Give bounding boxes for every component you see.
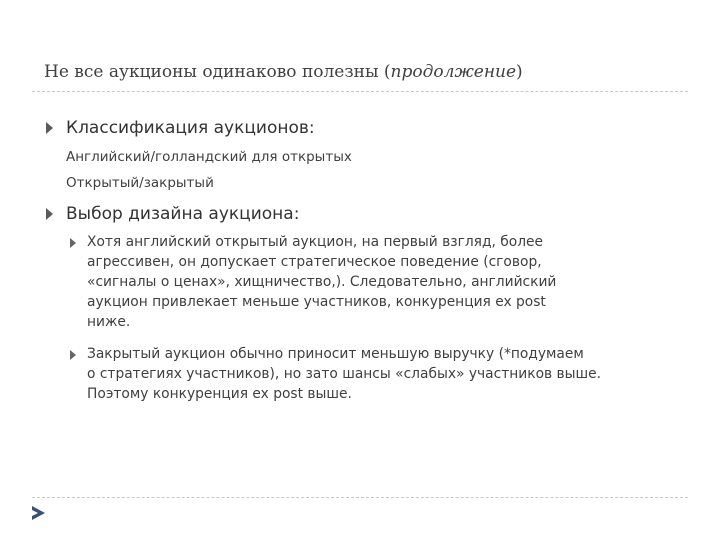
paragraph-line: ниже. — [87, 314, 131, 330]
section-heading-classification: Классификация аукционов: — [66, 118, 315, 138]
footer-divider — [32, 497, 688, 498]
section-heading-design: Выбор дизайна аукциона: — [66, 204, 300, 224]
list-item: Открытый/закрытый — [66, 175, 214, 191]
paragraph-line: Хотя английский открытый аукцион, на первый взгляд, более — [87, 234, 544, 250]
bullet-triangle-icon — [46, 122, 53, 134]
slide-title — [44, 62, 523, 82]
bullet-triangle-icon — [70, 238, 76, 248]
paragraph-closed-auction — [87, 344, 687, 404]
title-divider — [32, 91, 688, 92]
play-triangle-icon[interactable] — [30, 505, 46, 521]
paragraph-english-auction — [87, 232, 687, 332]
paragraph-line: Поэтому конкуренция ex post выше. — [87, 386, 352, 402]
paragraph-line: «сигналы о ценах», хищничество,). Следовательно, английский — [87, 274, 557, 290]
title-text: Не все аукционы одинаково полезны ( — [44, 62, 391, 82]
paragraph-line: Закрытый аукцион обычно приносит меньшую выручку (*подумаем — [87, 346, 584, 362]
bullet-triangle-icon — [46, 208, 53, 220]
title-close: ) — [516, 62, 523, 82]
title-italic: продолжение — [390, 62, 517, 82]
list-item: Английский/голландский для открытых — [66, 149, 352, 165]
bullet-triangle-icon — [70, 350, 76, 360]
paragraph-line: о стратегиях участников), но зато шансы «слабых» участников выше. — [87, 366, 602, 382]
paragraph-line: агрессивен, он допускает стратегическое поведение (сговор, — [87, 254, 542, 270]
paragraph-line: аукцион привлекает меньше участников, конкуренция ex post — [87, 294, 546, 310]
